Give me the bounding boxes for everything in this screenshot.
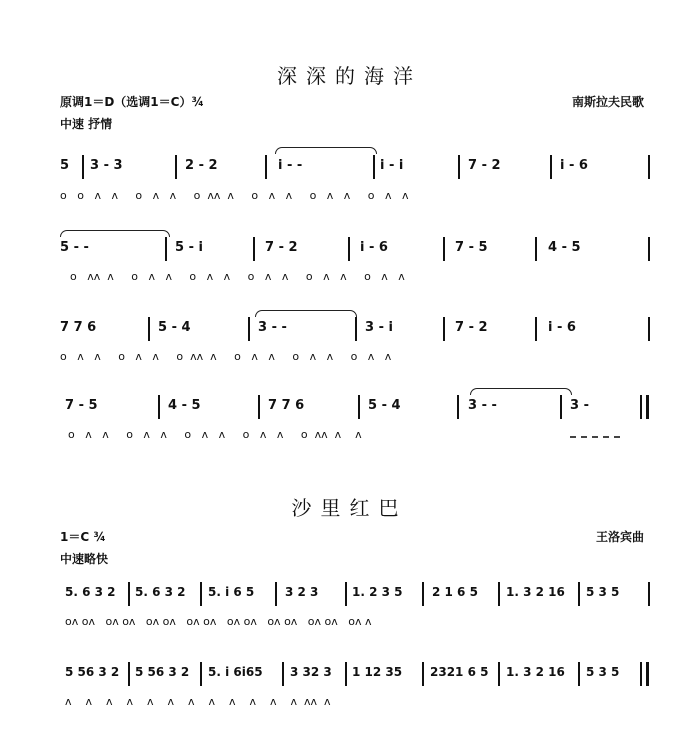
symbols: o ʌ ʌ o ʌ ʌ o ʌʌ ʌ o ʌ ʌ o ʌ ʌ o ʌ ʌ bbox=[60, 350, 392, 363]
bar-line bbox=[265, 155, 267, 179]
measure: 4 - 5 bbox=[168, 398, 201, 413]
score-line bbox=[60, 158, 650, 178]
bar-line bbox=[458, 155, 460, 179]
bar-line bbox=[422, 582, 424, 606]
measure: 2 - 2 bbox=[185, 158, 218, 173]
symbols: oʌ oʌ oʌ oʌ oʌ oʌ oʌ oʌ oʌ oʌ oʌ oʌ oʌ oʌ oʌ ʌ bbox=[65, 615, 372, 628]
measure: 5 3 5 bbox=[586, 585, 620, 599]
measure: i - 6 bbox=[548, 320, 576, 335]
bar-line bbox=[535, 237, 537, 261]
symbol-row bbox=[60, 270, 650, 286]
measure: 5. 6 3 2 bbox=[65, 585, 116, 599]
final-bar-line bbox=[646, 662, 649, 686]
measure: 7 7 6 bbox=[60, 320, 97, 335]
symbol-row bbox=[60, 350, 650, 366]
bar-line bbox=[128, 662, 130, 686]
measure: 1. 2 3 5 bbox=[352, 585, 403, 599]
song1-tempo: 中速 抒情 bbox=[60, 117, 113, 131]
score-line bbox=[60, 398, 650, 418]
bar-line bbox=[358, 395, 360, 419]
symbol-row bbox=[60, 189, 650, 205]
bar-line bbox=[640, 395, 642, 419]
measure: 5 - 4 bbox=[368, 398, 401, 413]
measure: 5. i 6 5 bbox=[208, 585, 255, 599]
bar-line bbox=[148, 317, 150, 341]
bar-line bbox=[128, 582, 130, 606]
bar-line bbox=[82, 155, 84, 179]
bar-line bbox=[258, 395, 260, 419]
bar-line bbox=[275, 582, 277, 606]
bar-line bbox=[200, 662, 202, 686]
bar-line bbox=[282, 662, 284, 686]
score-line bbox=[60, 240, 650, 260]
song2-tempo: 中速略快 bbox=[60, 552, 109, 566]
measure: 7 7 6 bbox=[268, 398, 305, 413]
bar-line bbox=[200, 582, 202, 606]
bar-line bbox=[535, 317, 537, 341]
measure: 7 - 2 bbox=[455, 320, 488, 335]
measure: i - 6 bbox=[560, 158, 588, 173]
song1-credit: 南斯拉夫民歌 bbox=[571, 95, 644, 109]
bar-line bbox=[165, 237, 167, 261]
bar-line bbox=[578, 662, 580, 686]
measure: i - - bbox=[278, 158, 303, 173]
slur bbox=[60, 230, 170, 237]
measure: 3 - 3 bbox=[90, 158, 123, 173]
measure: 3 - i bbox=[365, 320, 393, 335]
symbol-row bbox=[60, 695, 650, 711]
bar-line bbox=[648, 582, 650, 606]
symbols: ʌ ʌ ʌ ʌ ʌ ʌ ʌ ʌ ʌ ʌ ʌ ʌ ʌʌ ʌ bbox=[65, 695, 331, 708]
slur bbox=[275, 147, 377, 154]
symbol-row bbox=[60, 428, 650, 444]
symbols: o ʌʌ ʌ o ʌ ʌ o ʌ ʌ o ʌ ʌ o ʌ ʌ o ʌ ʌ bbox=[70, 270, 405, 283]
bar-line bbox=[550, 155, 552, 179]
measure: 5 - - bbox=[60, 240, 89, 255]
bar-line bbox=[345, 662, 347, 686]
measure: 4 - 5 bbox=[548, 240, 581, 255]
measure: 1. 3 2 16 bbox=[506, 585, 565, 599]
bar-line bbox=[578, 582, 580, 606]
measure: 7 - 5 bbox=[455, 240, 488, 255]
score-line bbox=[60, 320, 650, 340]
score-line bbox=[60, 585, 650, 605]
final-bar-line bbox=[646, 395, 649, 419]
measure: 1. 3 2 16 bbox=[506, 665, 565, 679]
measure: 3 32 3 bbox=[290, 665, 332, 679]
bar-line bbox=[422, 662, 424, 686]
measure: 1 12 35 bbox=[352, 665, 403, 679]
measure: 7 - 2 bbox=[265, 240, 298, 255]
bar-line bbox=[175, 155, 177, 179]
tremolo-line bbox=[570, 436, 620, 438]
bar-line bbox=[248, 317, 250, 341]
symbols: o ʌ ʌ o ʌ ʌ o ʌ ʌ o ʌ ʌ o ʌʌ ʌ ʌ bbox=[68, 428, 362, 441]
bar-line bbox=[648, 155, 650, 179]
bar-line bbox=[373, 155, 375, 179]
measure: 5 bbox=[60, 158, 70, 173]
measure: 5 56 3 2 bbox=[135, 665, 190, 679]
song1-title: 深深的海洋 bbox=[277, 64, 422, 88]
score-line bbox=[60, 665, 650, 685]
bar-line bbox=[640, 662, 642, 686]
measure: 3 - bbox=[570, 398, 589, 413]
song2-credit: 王洛宾曲 bbox=[595, 530, 644, 544]
bar-line bbox=[443, 317, 445, 341]
song1-key: 原调1＝D（选调1＝C）¾ bbox=[60, 95, 204, 109]
measure: i - 6 bbox=[360, 240, 388, 255]
bar-line bbox=[648, 237, 650, 261]
measure: i - i bbox=[380, 158, 404, 173]
measure: 3 - - bbox=[258, 320, 287, 335]
bar-line bbox=[498, 582, 500, 606]
measure: 7 - 2 bbox=[468, 158, 501, 173]
measure: 5 56 3 2 bbox=[65, 665, 120, 679]
bar-line bbox=[158, 395, 160, 419]
bar-line bbox=[498, 662, 500, 686]
measure: 3 2 3 bbox=[285, 585, 319, 599]
measure: 2 1 6 5 bbox=[432, 585, 478, 599]
song2-title: 沙里红巴 bbox=[291, 496, 408, 520]
measure: 5 - 4 bbox=[158, 320, 191, 335]
measure: 5 3 5 bbox=[586, 665, 620, 679]
bar-line bbox=[345, 582, 347, 606]
bar-line bbox=[355, 317, 357, 341]
symbol-row bbox=[60, 615, 650, 631]
song2-key: 1＝C ¾ bbox=[60, 530, 106, 544]
bar-line bbox=[443, 237, 445, 261]
slur bbox=[255, 310, 357, 317]
bar-line bbox=[457, 395, 459, 419]
slur bbox=[470, 388, 572, 395]
measure: 2321 6 5 bbox=[430, 665, 489, 679]
measure: 5 - i bbox=[175, 240, 203, 255]
measure: 7 - 5 bbox=[65, 398, 98, 413]
measure: 5. 6 3 2 bbox=[135, 585, 186, 599]
bar-line bbox=[253, 237, 255, 261]
symbols: o o ʌ ʌ o ʌ ʌ o ʌʌ ʌ o ʌ ʌ o ʌ ʌ o ʌ ʌ bbox=[60, 189, 409, 202]
bar-line bbox=[348, 237, 350, 261]
bar-line bbox=[648, 317, 650, 341]
measure: 5. i 6i65 bbox=[208, 665, 263, 679]
measure: 3 - - bbox=[468, 398, 497, 413]
bar-line bbox=[560, 395, 562, 419]
